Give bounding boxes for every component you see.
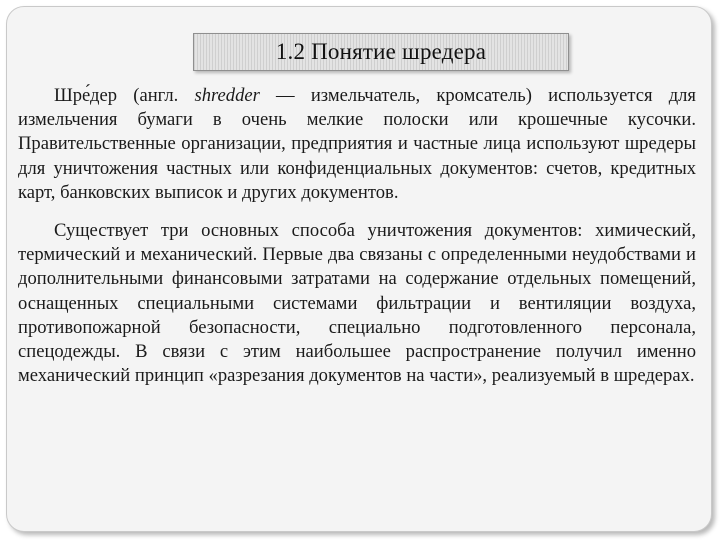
term: Шре́дер — [54, 85, 118, 106]
english-term: shredder — [194, 85, 260, 106]
title-box — [193, 33, 569, 71]
definition-lead: (англ. — [117, 85, 195, 106]
paragraph-methods: Существует три основных способа уничтожения документов: химический, термический и механический. Первые два связаны с определенными неудобствами и дополнительными финансовыми затратами на содержание отдельных помещений, оснащенных специальными системами фильтрации и вентиляции воздуха, противопожарной безопасности, специально подготовленного персонала, спецодежды. В связи с этим наибольшее распространение получил именно механический принцип «разрезания документов на части», реализуемый в шредерах. — [18, 220, 696, 387]
definition-text: — измельчатель, кромсатель) используется для измельчения бумаги в очень мелкие полоски или крошечные кусочки. Правительственные организации, предприятия и частные лица используют шредеры для уничтожения частных или конфиденциальных документов: счетов, кредитных карт, банковских выписок и других документов. — [18, 85, 696, 203]
paragraph-definition — [18, 84, 696, 205]
slide-title: 1.2 Понятие шредера — [275, 39, 487, 64]
slide-body — [18, 84, 696, 388]
